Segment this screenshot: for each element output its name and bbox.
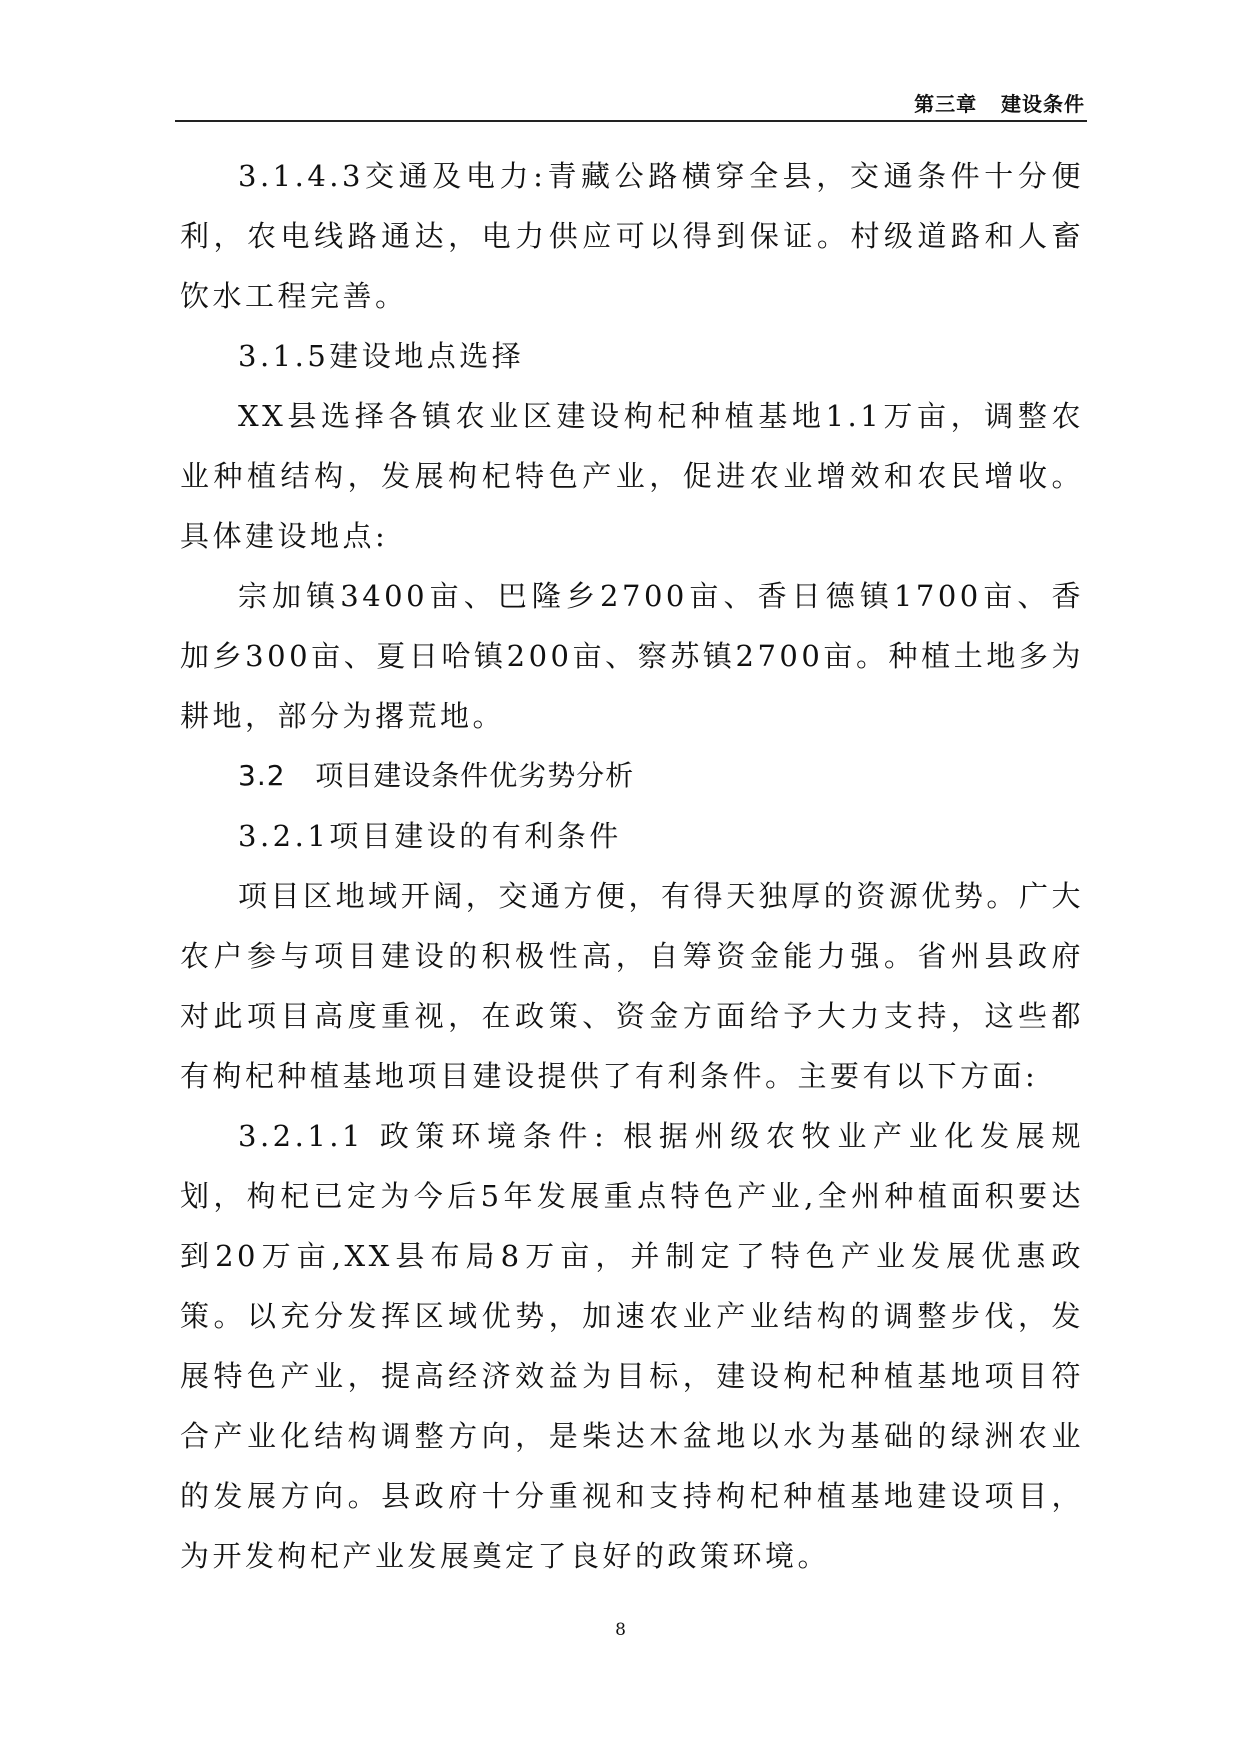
- paragraph-policy-environment: 3.2.1.1 政策环境条件: 根据州级农牧业产业化发展规划，枸杞已定为今后5年发展重点特色产业,全州种植面积要达到20万亩,XX县布局8万亩，并制定了特色产业发展优惠政策。以充分发挥区域优势，加速农业产业结构的调整步伐，发展特色产业，提高经济效益为目标，建设枸杞种植基地项目符合产业化结构调整方向，是柴达木盆地以水为基础的绿洲农业的发展方向。县政府十分重视和支持枸杞种植基地建设项目，为开发枸杞产业发展奠定了良好的政策环境。: [180, 1119, 1084, 1573]
- page-header: [175, 86, 1087, 122]
- subheading-favorable-conditions: 3.2.1项目建设的有利条件: [238, 819, 622, 853]
- paragraph-favorable-overview: 项目区地域开阔，交通方便，有得天独厚的资源优势。广大农户参与项目建设的积极性高，自筹资金能力强。省州县政府对此项目高度重视，在政策、资金方面给予大力支持，这些都有枸杞种植基地项目建设提供了有利条件。主要有以下方面:: [180, 879, 1084, 1093]
- document-body: [180, 146, 1084, 1586]
- chapter-title: 第三章 建设条件: [914, 92, 1085, 116]
- paragraph-site-overview: XX县选择各镇农业区建设枸杞种植基地1.1万亩，调整农业种植结构，发展枸杞特色产业，促进农业增效和农民增收。具体建设地点:: [180, 399, 1084, 553]
- page-number: 8: [615, 1620, 626, 1640]
- subheading-site-selection: 3.1.5建设地点选择: [238, 339, 525, 373]
- paragraph-transport-power: 3.1.4.3交通及电力:青藏公路横穿全县，交通条件十分便利，农电线路通达，电力供应可以得到保证。村级道路和人畜饮水工程完善。: [180, 159, 1084, 313]
- section-heading: 3.2 项目建设条件优劣势分析: [238, 759, 635, 792]
- paragraph-site-list: 宗加镇3400亩、巴隆乡2700亩、香日德镇1700亩、香加乡300亩、夏日哈镇200亩、察苏镇2700亩。种植土地多为耕地，部分为撂荒地。: [180, 579, 1084, 733]
